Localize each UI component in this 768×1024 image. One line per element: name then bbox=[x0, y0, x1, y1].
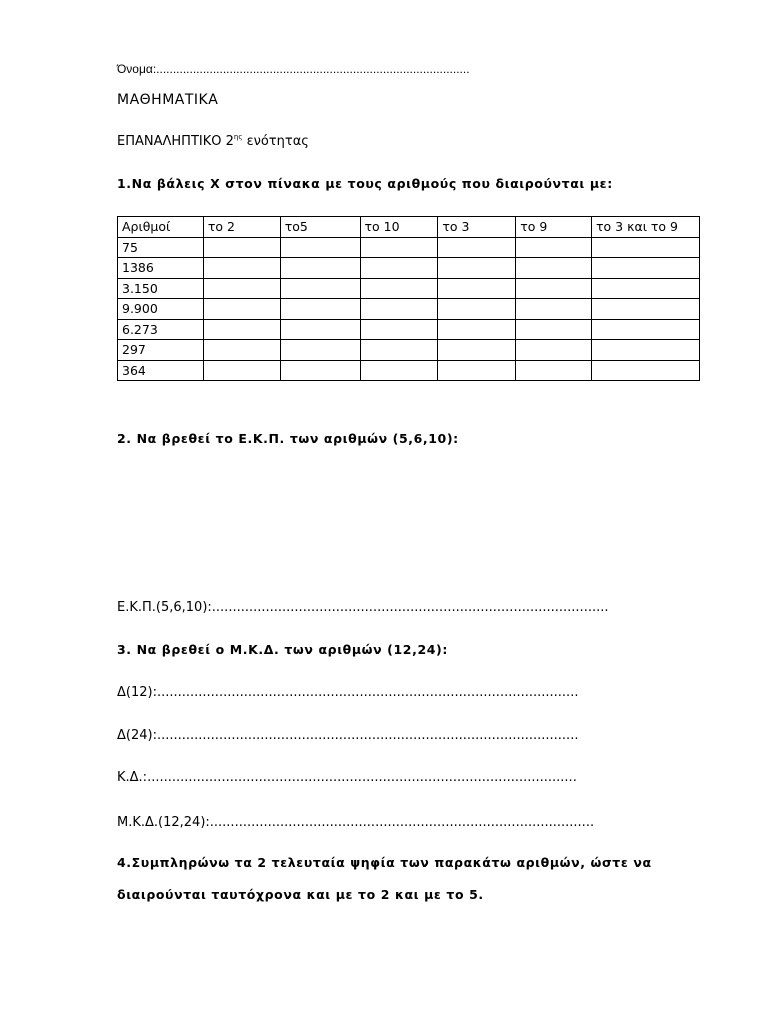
divisors-24-answer-line[interactable]: Δ(24):...................................................................................................... bbox=[117, 728, 579, 743]
table-row bbox=[118, 237, 700, 258]
table-header-div-9: το 9 bbox=[516, 217, 592, 238]
table-row bbox=[118, 340, 700, 361]
table-cell[interactable] bbox=[280, 278, 360, 299]
table-row-number: 75 bbox=[118, 237, 204, 258]
table-row-number: 6.273 bbox=[118, 319, 204, 340]
table-cell[interactable] bbox=[516, 360, 592, 381]
table-cell[interactable] bbox=[592, 237, 700, 258]
table-row bbox=[118, 319, 700, 340]
table-cell[interactable] bbox=[360, 299, 438, 320]
table-cell[interactable] bbox=[360, 237, 438, 258]
table-cell[interactable] bbox=[592, 360, 700, 381]
table-cell[interactable] bbox=[592, 278, 700, 299]
table-cell[interactable] bbox=[280, 299, 360, 320]
table-header-div-3-and-9: το 3 και το 9 bbox=[592, 217, 700, 238]
lcm-answer-line[interactable]: Ε.Κ.Π.(5,6,10):................................................................................................ bbox=[117, 600, 609, 615]
table-cell[interactable] bbox=[360, 360, 438, 381]
table-row-number: 1386 bbox=[118, 258, 204, 279]
gcd-answer-line[interactable]: Μ.Κ.Δ.(12,24):............................................................................................. bbox=[117, 815, 595, 830]
table-cell[interactable] bbox=[438, 237, 516, 258]
table-header-numbers: Αριθμοί bbox=[118, 217, 204, 238]
table-cell[interactable] bbox=[592, 258, 700, 279]
table-header-div-10: το 10 bbox=[360, 217, 438, 238]
table-cell[interactable] bbox=[516, 278, 592, 299]
table-cell[interactable] bbox=[438, 258, 516, 279]
table-header-div-2: το 2 bbox=[203, 217, 280, 238]
subject-title: ΜΑΘΗΜΑΤΙΚΑ bbox=[117, 92, 219, 108]
table-cell[interactable] bbox=[592, 299, 700, 320]
table-header-div-3: το 3 bbox=[438, 217, 516, 238]
table-cell[interactable] bbox=[280, 340, 360, 361]
worksheet-heading-main: ΕΠΑΝΑΛΗΠΤΙΚΟ 2 bbox=[117, 134, 234, 149]
table-cell[interactable] bbox=[360, 278, 438, 299]
table-cell[interactable] bbox=[203, 340, 280, 361]
table-row-number: 364 bbox=[118, 360, 204, 381]
table-cell[interactable] bbox=[438, 278, 516, 299]
worksheet-heading-superscript: ης bbox=[233, 133, 243, 141]
table-cell[interactable] bbox=[203, 278, 280, 299]
table-row-number: 9.900 bbox=[118, 299, 204, 320]
table-header-div-5: το5 bbox=[280, 217, 360, 238]
common-divisors-answer-line[interactable]: Κ.Δ.:........................................................................................................ bbox=[117, 770, 577, 785]
table-cell[interactable] bbox=[203, 258, 280, 279]
table-cell[interactable] bbox=[438, 360, 516, 381]
table-row bbox=[118, 278, 700, 299]
table-cell[interactable] bbox=[592, 340, 700, 361]
table-cell[interactable] bbox=[203, 237, 280, 258]
table-cell[interactable] bbox=[360, 340, 438, 361]
worksheet-heading bbox=[117, 133, 309, 149]
divisibility-table bbox=[117, 216, 700, 381]
question-2-text: 2. Να βρεθεί το Ε.Κ.Π. των αριθμών (5,6,10): bbox=[117, 431, 459, 446]
question-3-text: 3. Να βρεθεί ο Μ.Κ.Δ. των αριθμών (12,24): bbox=[117, 642, 448, 657]
name-field-line: Όνομα:.............................................................................................. bbox=[117, 62, 470, 76]
table-cell[interactable] bbox=[360, 258, 438, 279]
table-row bbox=[118, 258, 700, 279]
table-cell[interactable] bbox=[516, 299, 592, 320]
question-4-text-line-1: 4.Συμπληρώνω τα 2 τελευταία ψηφία των παρακάτω αριθμών, ώστε να bbox=[117, 855, 652, 870]
table-cell[interactable] bbox=[203, 360, 280, 381]
question-1-text: 1.Να βάλεις Χ στον πίνακα με τους αριθμούς που διαιρούνται με: bbox=[117, 176, 613, 191]
worksheet-heading-tail: ενότητας bbox=[242, 134, 309, 149]
table-cell[interactable] bbox=[280, 360, 360, 381]
table-cell[interactable] bbox=[438, 299, 516, 320]
table-cell[interactable] bbox=[438, 340, 516, 361]
table-cell[interactable] bbox=[280, 258, 360, 279]
table-cell[interactable] bbox=[280, 237, 360, 258]
table-row-number: 297 bbox=[118, 340, 204, 361]
table-header-row bbox=[118, 217, 700, 238]
table-cell[interactable] bbox=[280, 319, 360, 340]
table-cell[interactable] bbox=[438, 319, 516, 340]
table-cell[interactable] bbox=[516, 340, 592, 361]
divisors-12-answer-line[interactable]: Δ(12):...................................................................................................... bbox=[117, 685, 579, 700]
question-4-text-line-2: διαιρούνται ταυτόχρονα και με το 2 και με το 5. bbox=[117, 887, 484, 902]
table-cell[interactable] bbox=[592, 319, 700, 340]
table-cell[interactable] bbox=[203, 319, 280, 340]
table-cell[interactable] bbox=[516, 237, 592, 258]
table-cell[interactable] bbox=[203, 299, 280, 320]
table-cell[interactable] bbox=[516, 319, 592, 340]
table-row bbox=[118, 299, 700, 320]
table-cell[interactable] bbox=[516, 258, 592, 279]
table-cell[interactable] bbox=[360, 319, 438, 340]
table-row-number: 3.150 bbox=[118, 278, 204, 299]
table-row bbox=[118, 360, 700, 381]
